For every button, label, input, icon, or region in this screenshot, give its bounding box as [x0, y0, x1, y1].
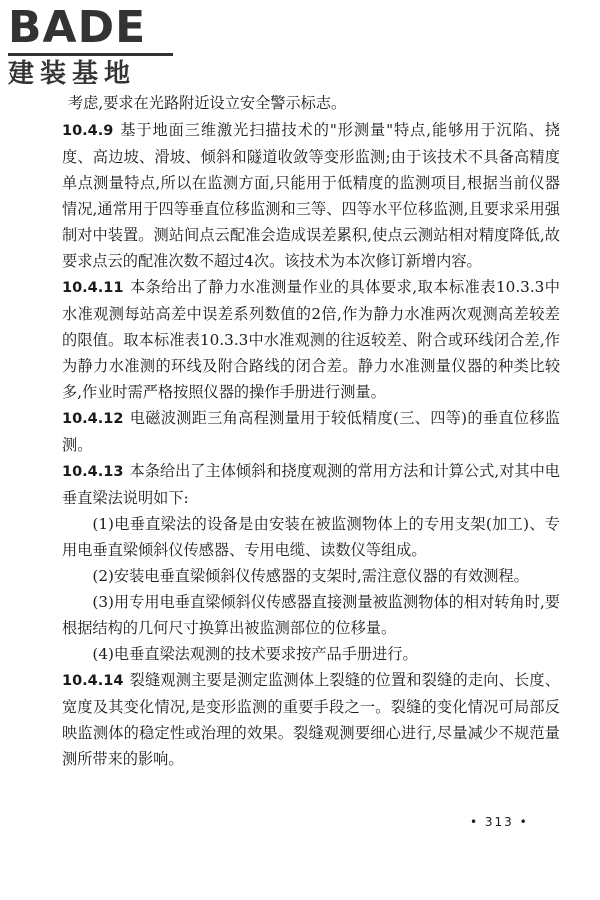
- paragraph-text: 裂缝观测主要是测定监测体上裂缝的位置和裂缝的走向、长度、宽度及其变化情况,是变形监测的重要手段之一。裂缝的变化情况可局部反映监测体的稳定性或治理的效果。裂缝观测要细心进行,尽量减少不规范量测所带来的影响。: [62, 671, 560, 768]
- clause-number: 10.4.12: [62, 411, 124, 427]
- logo-subtitle: 建装基地: [8, 59, 137, 89]
- document-body: [62, 90, 560, 772]
- paragraph-text: (4)电垂直梁法观测的技术要求按产品手册进行。: [92, 645, 418, 663]
- clause-number: 10.4.9: [62, 123, 114, 139]
- paragraph: [62, 274, 560, 405]
- paragraph-text: (3)用专用电垂直梁倾斜仪传感器直接测量被监测物体的相对转角时,要根据结构的几何尺寸换算出被监测部位的位移量。: [62, 593, 560, 637]
- logo-wordmark: BADE: [8, 2, 147, 53]
- list-item: [62, 641, 560, 667]
- paragraph-text: 本条给出了静力水准测量作业的具体要求,取本标准表10.3.3中水准观测每站高差中误差系列数值的2倍,作为静力水准两次观测高差较差的限值。取本标准表10.3.3中水准观测的往返较差、附合或环线闭合差,作为静力水准测的环线及附合路线的闭合差。静力水准测量仪器的种类比较多,作业时需严格按照仪器的操作手册进行测量。: [62, 278, 560, 401]
- brand-logo: [8, 4, 183, 90]
- paragraph: [62, 405, 560, 458]
- paragraph: [62, 458, 560, 511]
- paragraph-text: (1)电垂直梁法的设备是由安装在被监测物体上的专用支架(加工)、专用电垂直梁倾斜仪传感器、专用电缆、读数仪等组成。: [62, 515, 560, 559]
- list-item: [62, 511, 560, 563]
- clause-number: 10.4.14: [62, 673, 124, 689]
- list-item: [62, 589, 560, 641]
- paragraph-text: 考虑,要求在光路附近设立安全警示标志。: [68, 94, 347, 112]
- paragraph: [62, 90, 560, 117]
- paragraph: [62, 667, 560, 772]
- paragraph-text: 本条给出了主体倾斜和挠度观测的常用方法和计算公式,对其中电垂直梁法说明如下:: [62, 462, 560, 507]
- paragraph-text: 基于地面三维激光扫描技术的"形测量"特点,能够用于沉陷、挠度、高边坡、滑坡、倾斜和隧道收敛等变形监测;由于该技术不具备高精度单点测量特点,所以在监测方面,只能用于低精度的监测项目,根据当前仪器情况,通常用于四等垂直位移监测和三等、四等水平位移监测,且要求采用强制对中装置。测站间点云配准会造成误差累积,使点云测站相对精度降低,故要求点云的配准次数不超过4次。该技术为本次修订新增内容。: [62, 121, 560, 270]
- paragraph-text: 电磁波测距三角高程测量用于较低精度(三、四等)的垂直位移监测。: [62, 409, 560, 454]
- logo-rule: [8, 53, 173, 56]
- clause-number: 10.4.11: [62, 280, 124, 296]
- list-item: [62, 563, 560, 589]
- paragraph: [62, 117, 560, 274]
- page-number: • 313 •: [470, 815, 529, 829]
- paragraph-text: (2)安装电垂直梁倾斜仪传感器的支架时,需注意仪器的有效测程。: [92, 567, 529, 585]
- clause-number: 10.4.13: [62, 464, 124, 480]
